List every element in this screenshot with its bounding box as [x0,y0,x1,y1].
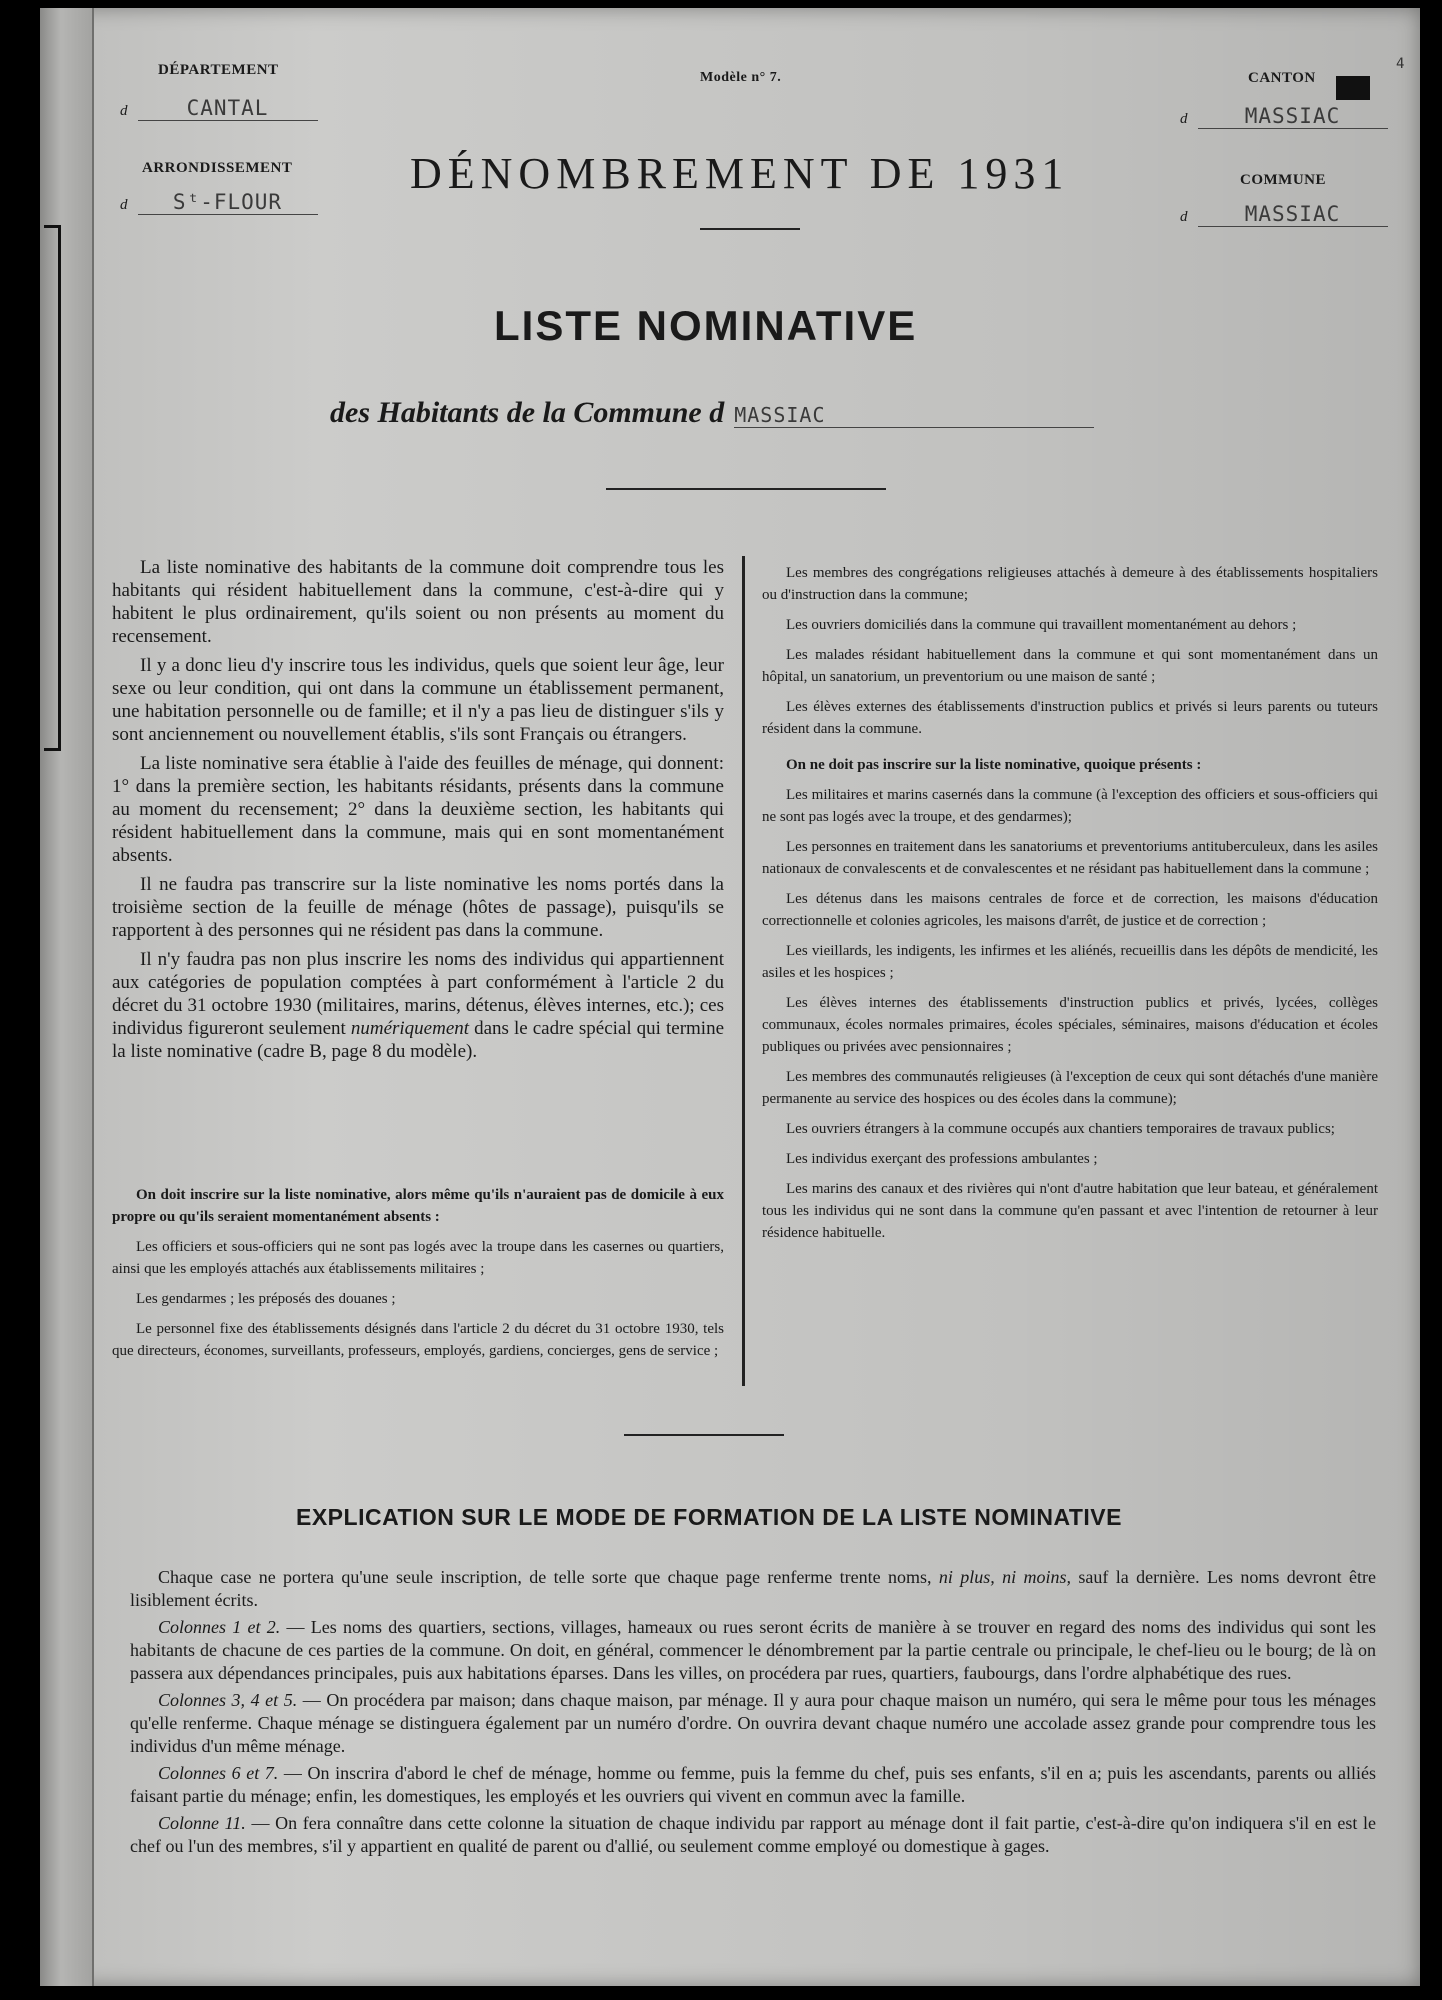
right-item-b4: Les vieillards, les indigents, les infirmes et les aliénés, recueillis dans les dépôts de mendicité, les asiles et les hospices ; [762,943,1378,981]
departement-field: d CANTAL [120,96,318,121]
right-item-b5: Les élèves internes des établissements d'instruction publics et privés, lycées, collèges communaux, écoles normales primaires, écoles spéciales, séminaires, maisons d'éducation et écoles publiques ou privées avec pensionnaires ; [762,995,1378,1055]
left-note [112,1184,724,1370]
right-item-a2: Les ouvriers domiciliés dans la commune qui travaillent momentanément au dehors ; [786,617,1297,633]
canton-label: CANTON [1248,70,1316,86]
left-paragraph-5: Il n'y faudra pas non plus inscrire les noms des individus qui appartiennent aux catégories de population comptées à part conformément à l'article 2 du décret du 31 octobre 1930 (militaires, marins, détenus, élèves internes, etc.); ces individus figureront seulement numériquement dans le cadre spécial qui termine la liste nominative (cadre B, page 8 du modèle). [112,949,725,1062]
sheet-number: 4 [1396,56,1405,72]
left-paragraph-3: La liste nominative sera établie à l'aide des feuilles de ménage, qui donnent: 1° dans la première section, les habitants résidants, présents dans la commune au moment du recensement; 2° dans la deuxième section, les habitants qui résident habituellement dans la commune, mais qui en sont momentanément absents. [112,753,724,866]
right-item-b6: Les membres des communautés religieuses (à l'exception de ceux qui sont détachés d'une manière permanente au service des hospices ou des écoles dans la commune); [762,1069,1378,1107]
right-item-b3: Les détenus dans les maisons centrales de force et de correction, les maisons d'éducation correctionnelle et colonies agricoles, les maisons d'arrêt, de justice et de correction ; [762,891,1378,929]
left-note-item-3: Le personnel fixe des établissements désignés dans l'article 2 du décret du 31 octobre 1930, tels que directeurs, économes, surveillants, professeurs, employés, gardiens, concierges, gens de service ; [112,1321,724,1359]
right-item-b1: Les militaires et marins casernés dans la commune (à l'exception des officiers et sous-officiers qui ne sont pas logés avec la troupe, et des gendarmes); [762,787,1378,825]
commune-label: COMMUNE [1240,172,1326,188]
right-item-a4: Les élèves externes des établissements d'instruction publics et privés si leurs parents ou tuteurs résident dans la commune. [762,699,1378,737]
departement-label: DÉPARTEMENT [158,62,279,78]
right-item-a3: Les malades résidant habituellement dans la commune et qui sont momentanément dans un hôpital, un sanatorium, un preventorium ou une maison de santé ; [762,647,1378,685]
explication-p5: Colonne 11. — On fera connaître dans cette colonne la situation de chaque individu par rapport au ménage dont il fait partie, c'est-à-dire qu'on indiquera s'il en est le chef ou l'un des membres, s'il y appartient en qualité de parent ou d'allié, ou seulement comme employé ou domestique à gages. [130,1813,1376,1856]
left-paragraph-4: Il ne faudra pas transcrire sur la liste nominative les noms portés dans la troisième section de la feuille de ménage (hôtes de passage), puisqu'ils se rapportent à des personnes qui ne résident pas dans la commune. [112,874,724,941]
page-title: DÉNOMBREMENT DE 1931 [410,149,1070,198]
right-item-b9: Les marins des canaux et des rivières qui n'ont d'autre habitation que leur bateau, et généralement tous les individus qui ne sont dans la commune qu'en passant et avec l'intention de retourner à leur résidence habituelle. [762,1181,1378,1241]
left-note-item-2: Les gendarmes ; les préposés des douanes ; [136,1291,396,1307]
ornament-rule-1 [606,488,886,490]
left-note-heading: On doit inscrire sur la liste nominative, alors même qu'ils n'auraient pas de domicile à eux propre ou qu'ils seraient momentanément absents : [112,1187,724,1225]
left-paragraph-1: La liste nominative des habitants de la commune doit comprendre tous les habitants qui résident habituellement dans la commune, c'est-à-dire qui y habitent le plus ordinairement, qu'ils soient ou non présents au moment du recensement. [112,557,724,647]
arrondissement-field: d Sᵗ-FLOUR [120,190,318,215]
right-item-b2: Les personnes en traitement dans les sanatoriums et preventoriums antituberculeux, dans les asiles nationaux de convalescents et de convalescentes et ne résidant pas habituellement dans la commune ; [762,839,1378,877]
explication-p1: Chaque case ne portera qu'une seule inscription, de telle sorte que chaque page renferme trente noms, ni plus, ni moins, sauf la dernière. Les noms devront être lisiblement écrits. [130,1567,1377,1610]
left-note-item-1: Les officiers et sous-officiers qui ne sont pas logés avec la troupe dans les casernes ou quartiers, ainsi que les employés attachés aux établissements militaires ; [112,1239,724,1277]
explication-p3: Colonnes 3, 4 et 5. — On procédera par maison; dans chaque maison, par ménage. Il y aura pour chaque maison un numéro, qui sera le même pour tous les ménages qu'elle renferme. Chaque ménage se distinguera également par un numéro d'ordre. On ouvrira devant chaque numéro une accolade assez grande pour comprendre tous les individus d'un même ménage. [130,1690,1376,1756]
explication-p4: Colonnes 6 et 7. — On inscrira d'abord le chef de ménage, homme ou femme, puis la femme du chef, puis ses enfants, s'il en a; puis les ascendants, parents ou alliés faisant partie du ménage; enfin, les domestiques, les employés et les ouvriers qui vivent en commun avec la famille. [130,1763,1376,1806]
right-item-a1: Les membres des congrégations religieuses attachés à demeure à des établissements hospitaliers ou d'instruction dans la commune; [762,565,1378,603]
left-column [112,556,724,1069]
habitants-line [330,396,1094,430]
explication-title: EXPLICATION SUR LE MODE DE FORMATION DE LA LISTE NOMINATIVE [296,1504,1122,1530]
commune-field: d MASSIAC [1180,202,1388,227]
right-heading-b: On ne doit pas inscrire sur la liste nominative, quoique présents : [786,757,1202,773]
canton-field: d MASSIAC [1180,104,1388,129]
page-edge-mark [44,225,61,751]
departement-value: CANTAL [138,96,318,121]
arrondissement-label: ARRONDISSEMENT [142,160,293,176]
left-paragraph-2: Il y a donc lieu d'y inscrire tous les individus, quels que soient leur âge, leur sexe ou leur condition, qui ont dans la commune un établissement permanent, une habitation personnelle ou de famille; et il n'y a pas lieu de distinguer s'ils y sont anciennement ou nouvellement établis, s'ils sont Français ou étrangers. [112,655,724,745]
canton-value: MASSIAC [1198,104,1388,129]
ornament-rule-2 [624,1434,784,1436]
column-divider [742,556,745,1386]
modele-label: Modèle n° 7. [700,70,782,85]
black-tab [1336,76,1370,100]
liste-nominative-heading: LISTE NOMINATIVE [494,302,918,349]
right-item-b7: Les ouvriers étrangers à la commune occupés aux chantiers temporaires de travaux publics; [786,1121,1335,1137]
explication-p2: Colonnes 1 et 2. — Les noms des quartiers, sections, villages, hameaux ou rues seront écrits de manière à se trouver en regard des noms des individus qui sont les habitants de chacune de ces parties de la commune. On doit, en général, commencer le dénombrement par la partie centrale ou principale, le chef-lieu ou le bourg; de là on passera aux dépendances principales, puis aux habitations éparses. Dans les villes, on procédera par rues, quartiers, faubourgs, dans l'ordre alphabétique des rues. [130,1617,1376,1683]
arrondissement-value: Sᵗ-FLOUR [138,190,318,215]
explication-body [130,1566,1376,1862]
right-column [762,562,1378,1252]
right-item-b8: Les individus exerçant des professions ambulantes ; [786,1151,1098,1167]
commune-value: MASSIAC [1198,202,1388,227]
habitants-value: MASSIAC [734,403,1094,428]
habitants-label: des Habitants de la Commune d [330,396,725,429]
title-rule [700,228,800,230]
